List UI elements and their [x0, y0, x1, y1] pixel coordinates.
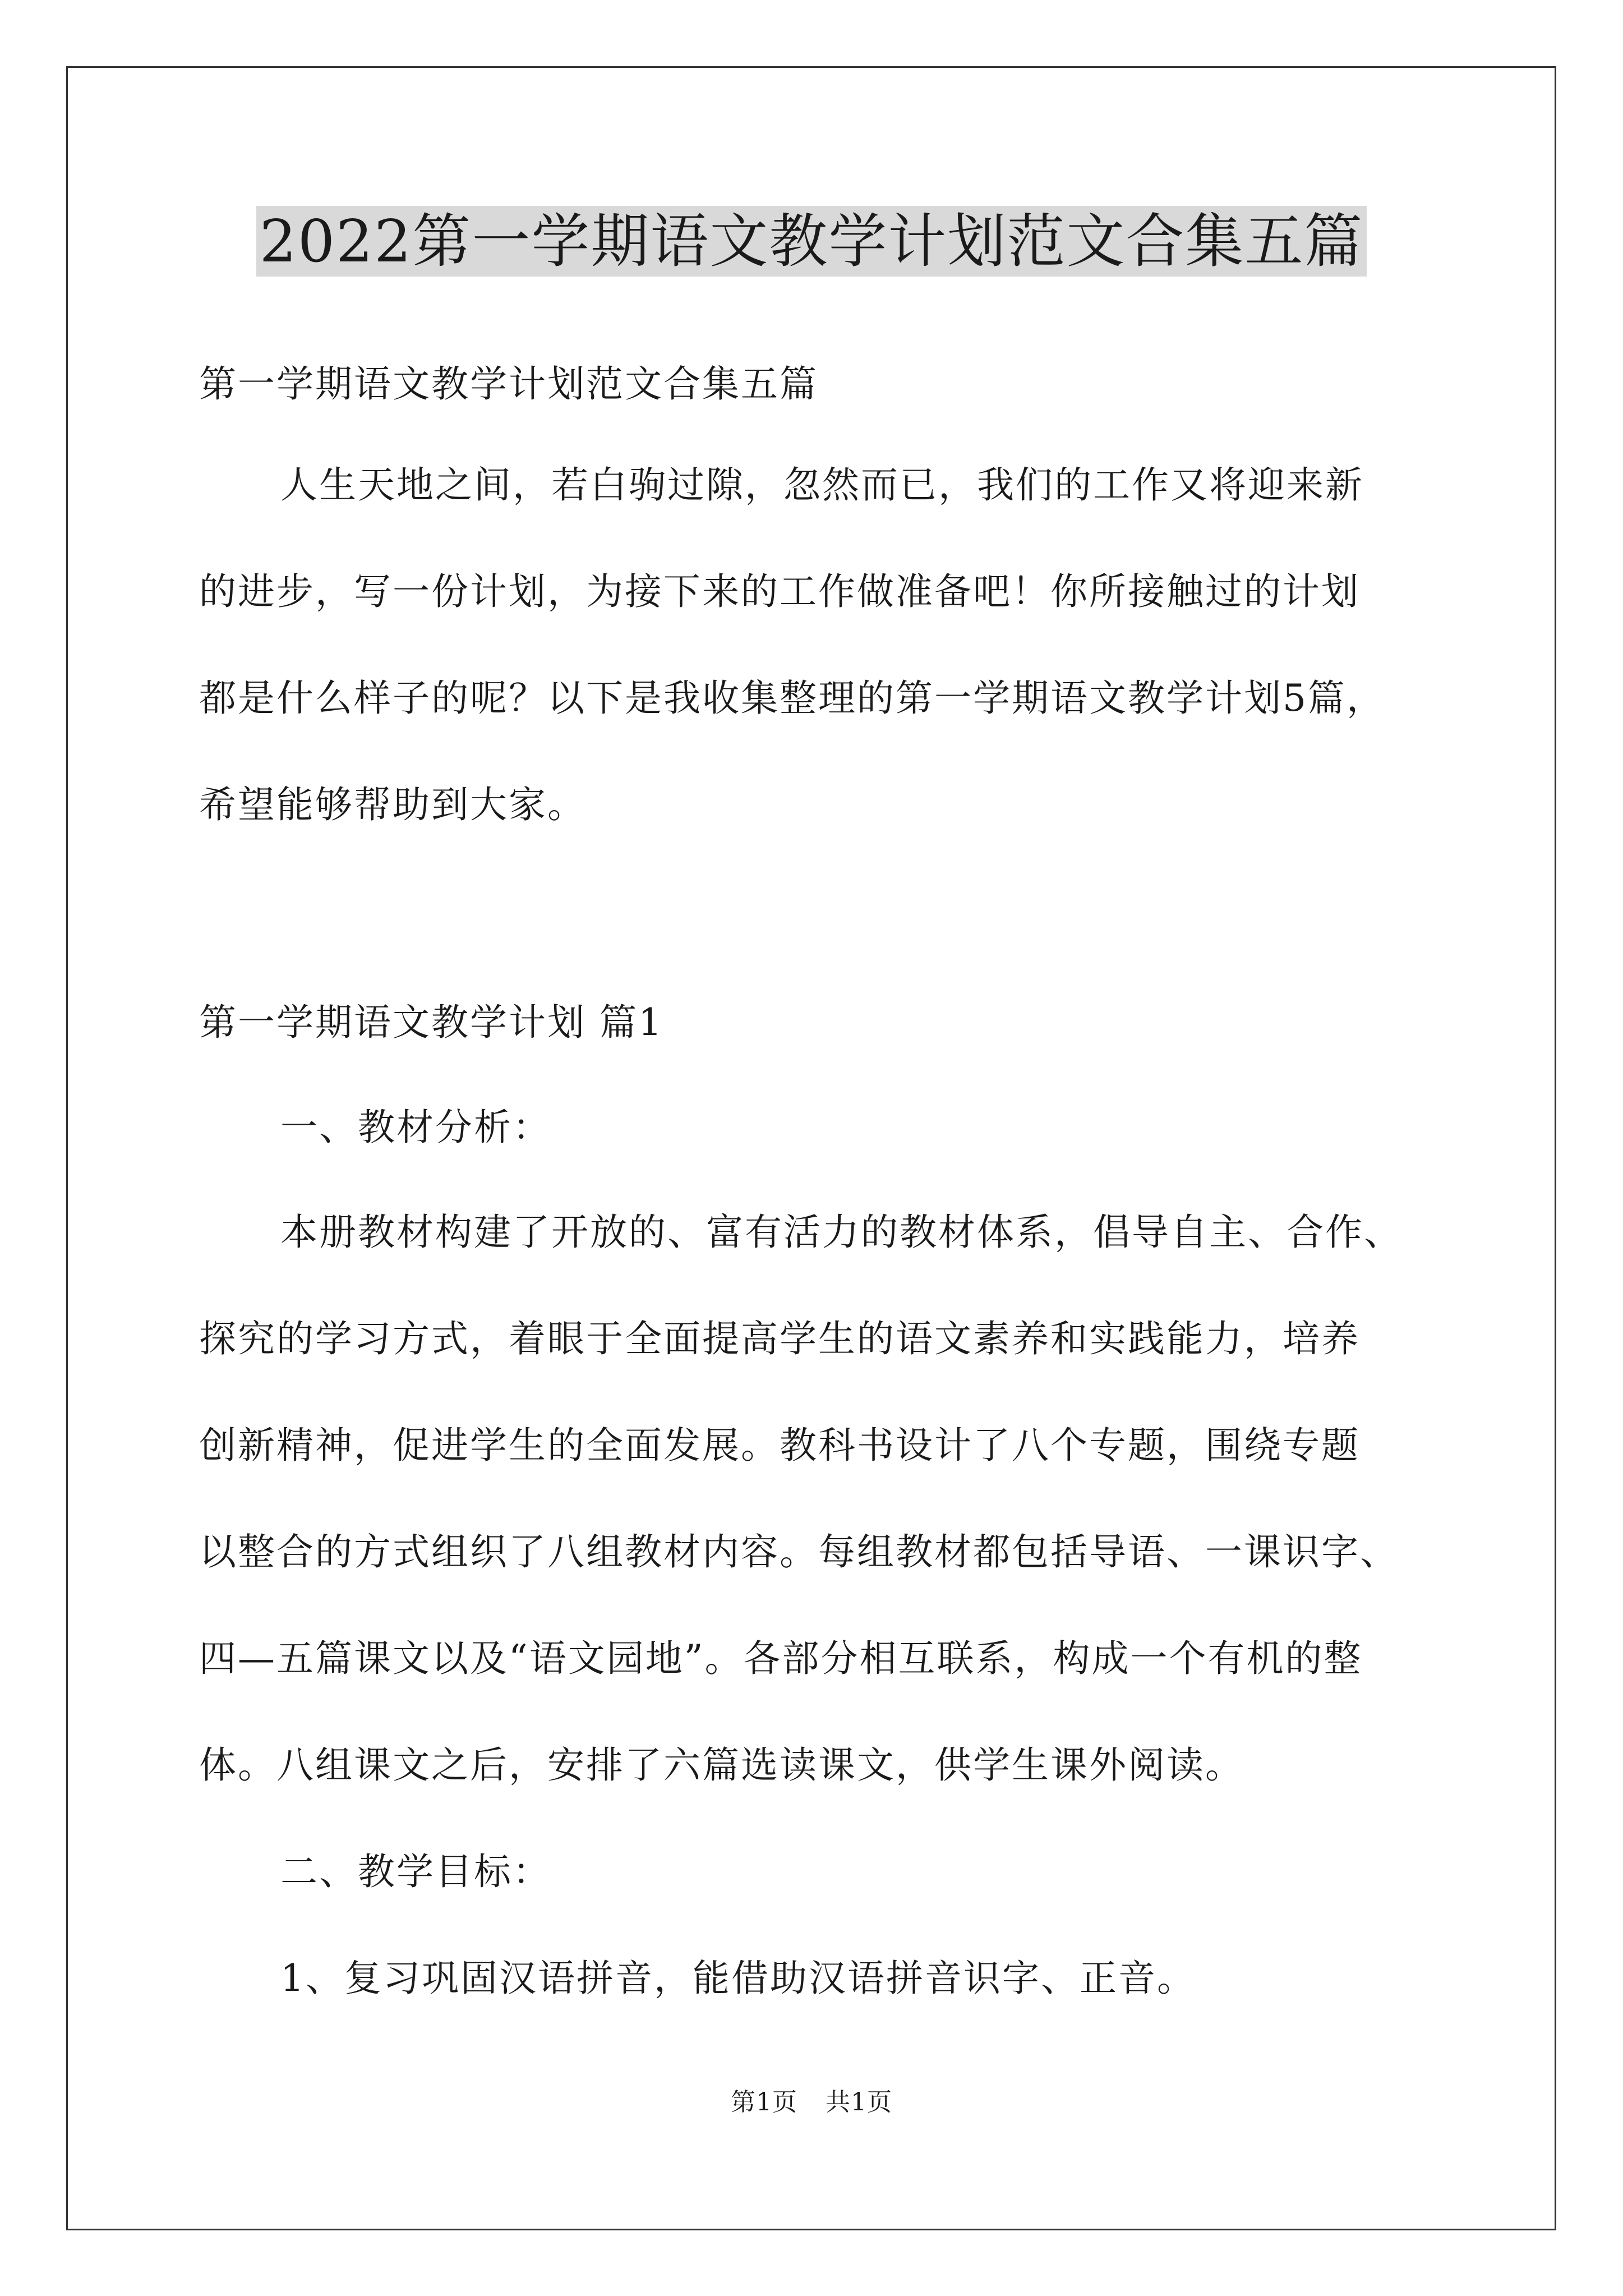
intro-line: 人生天地之间，若白驹过隙，忽然而已，我们的工作又将迎来新 [280, 463, 1364, 507]
materials-line: 体。八组课文之后，安排了六篇选读课文，供学生课外阅读。 [199, 1743, 1244, 1787]
materials-line: 本册教材构建了开放的、富有活力的教材体系，倡导自主、合作、 [280, 1211, 1403, 1254]
page-footer [0, 2086, 1623, 2119]
materials-line: 探究的学习方式，着眼于全面提高学生的语文素养和实践能力，培养 [199, 1317, 1360, 1360]
intro-line: 都是什么样子的呢？以下是我收集整理的第一学期语文教学计划5篇， [199, 677, 1385, 720]
heading-materials: 一、教材分析： [280, 1106, 551, 1149]
document-title-text: 2022第一学期语文教学计划范文合集五篇 [256, 206, 1367, 277]
materials-line: 四—五篇课文以及“语文园地”。各部分相互联系，构成一个有机的整 [199, 1637, 1363, 1680]
document-title [0, 202, 1623, 280]
heading-goals: 二、教学目标： [280, 1850, 551, 1893]
goal-item: 1、复习巩固汉语拼音，能借助汉语拼音识字、正音。 [280, 1957, 1196, 2000]
document-subtitle: 第一学期语文教学计划范文合集五篇 [199, 362, 818, 406]
page-number-current: 第1页 [731, 2088, 797, 2116]
section-heading: 第一学期语文教学计划 篇1 [199, 1001, 663, 1044]
intro-line: 的进步，写一份计划，为接下来的工作做准备吧！你所接触过的计划 [199, 570, 1360, 613]
page-number-total: 共1页 [826, 2088, 892, 2116]
materials-line: 以整合的方式组织了八组教材内容。每组教材都包括导语、一课识字、 [199, 1530, 1399, 1573]
materials-line: 创新精神，促进学生的全面发展。教科书设计了八个专题，围绕专题 [199, 1424, 1360, 1467]
intro-line: 希望能够帮助到大家。 [199, 783, 586, 826]
